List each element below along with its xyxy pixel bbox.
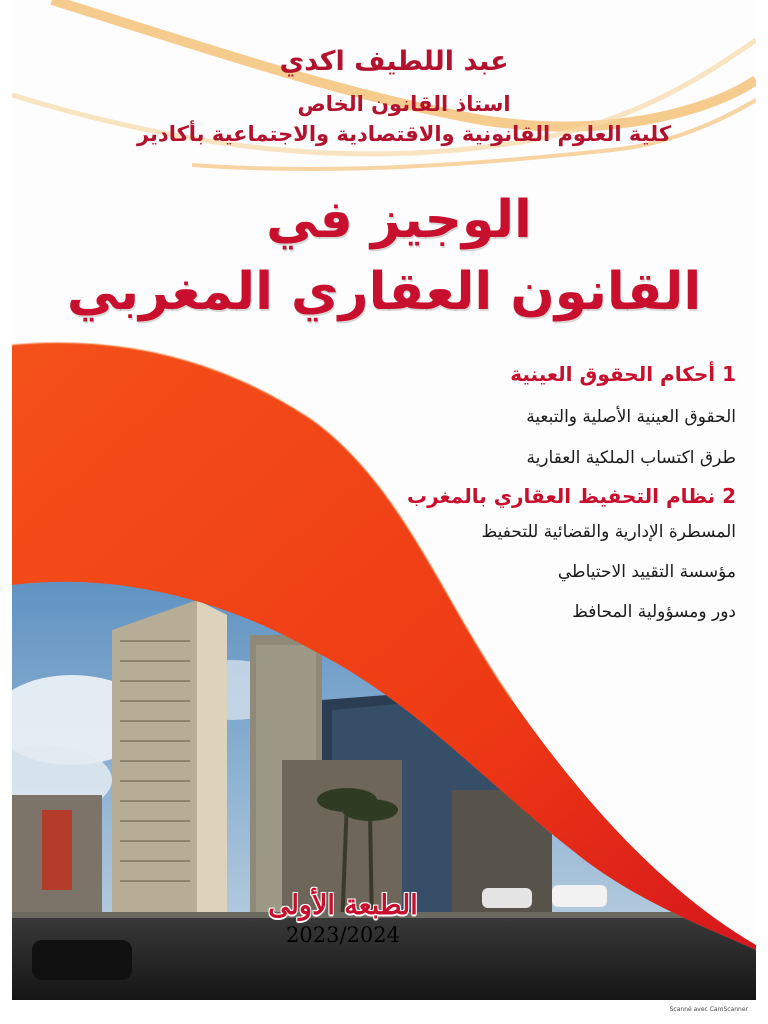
author-role: استاذ القانون الخاص xyxy=(297,92,511,116)
edition-badge xyxy=(248,890,438,947)
edition-year: 2023/2024 xyxy=(286,923,400,947)
toc-subitem: الحقوق العينية الأصلية والتبعية xyxy=(526,407,736,427)
toc-subitem: المسطرة الإدارية والقضائية للتحفيظ xyxy=(481,522,736,542)
scanner-credit: Scanné avec CamScanner xyxy=(669,1006,748,1013)
edition-label: الطبعة الأولى xyxy=(268,890,418,921)
book-title-line-2: القانون العقاري المغربي xyxy=(66,262,702,322)
author-faculty: كلية العلوم القانونية والاقتصادية والاجتماعية بأكادير xyxy=(136,122,672,146)
toc-heading: 1 أحكام الحقوق العينية xyxy=(510,362,736,386)
toc-subitem: دور ومسؤولية المحافظ xyxy=(572,602,736,622)
toc-heading: 2 نظام التحفيظ العقاري بالمغرب xyxy=(406,484,736,508)
toc-subitem: طرق اكتساب الملكية العقارية xyxy=(526,448,736,468)
toc-subitem: مؤسسة التقييد الاحتياطي xyxy=(557,562,736,582)
book-title-line-1: الوجيز في xyxy=(266,190,532,250)
author-name: عبد اللطيف اكدي xyxy=(279,46,509,77)
book-cover xyxy=(12,0,756,1000)
